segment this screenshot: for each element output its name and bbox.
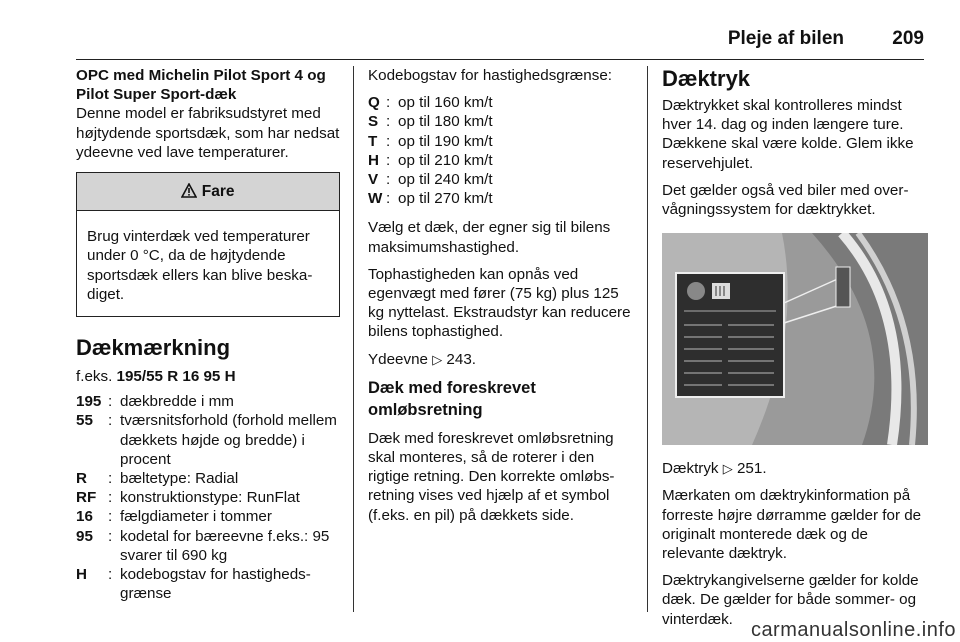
ref-tail: . (471, 350, 476, 368)
definition-colon: : (108, 470, 113, 488)
definition-value: dækbredde i mm (120, 393, 234, 411)
tire-pressure-label-illustration (662, 233, 928, 445)
definition-list (76, 392, 340, 603)
ref-page-link[interactable]: 243 (446, 350, 472, 368)
warning-box (76, 172, 340, 317)
definition-row (368, 132, 632, 151)
definition-colon: : (108, 566, 113, 584)
warning-header (77, 173, 339, 211)
paragraph: Dæktrykket skal kontrolleres mindst hver 14. dag og inden længere ture. Dækkene skal være kolde. Glem ikke reservehjulet. (662, 97, 914, 172)
paragraph: Dæktrykangivelserne gælder for kolde dæk. De gælder for både sommer- og vinterdæk. (662, 572, 919, 628)
definition-row (368, 93, 632, 112)
column-3 (662, 66, 928, 637)
definition-key: S (368, 113, 379, 131)
definition-row (76, 392, 340, 411)
section-heading: Dækmærkning (76, 335, 231, 361)
page-number: 209 (892, 28, 924, 49)
definition-colon: : (108, 508, 113, 526)
definition-row (368, 151, 632, 170)
definition-row (76, 527, 340, 565)
definition-key: R (76, 470, 87, 488)
definition-colon: : (386, 151, 391, 169)
paragraph: Mærkaten om dæktrykinformation på forreste højre dørramme gælder for de originalt monterede dæk og de relevante dæktryk. (662, 487, 922, 563)
definition-row (76, 565, 340, 603)
definition-colon: : (386, 190, 391, 208)
page-title: Pleje af bilen (727, 28, 844, 49)
definition-value: op til 210 km/t (398, 151, 493, 169)
intro-heading: OPC med Michelin Pilot Sport 4 og Pilot Super Sport-dæk (76, 67, 326, 104)
paragraph: Tophastigheden kan opnås ved egenvægt med fører (75 kg) plus 125 kg nyttelast. Ekstraudstyr kan reducere bilens tophastighed. (368, 265, 631, 341)
performance-ref (368, 350, 632, 369)
definition-row (76, 411, 340, 469)
definition-key: 16 (76, 508, 93, 526)
definition-value: bæltetype: Radial (120, 470, 239, 488)
definition-key: H (76, 566, 87, 584)
page-ref-icon: ▷ (722, 461, 733, 477)
page-header (76, 24, 924, 52)
speed-list (368, 93, 632, 208)
section-heading: Dæktryk (662, 66, 751, 91)
definition-value: tværsnitsforhold (forhold mellem dækkets højde og bredde) i procent (120, 412, 337, 468)
definition-row (368, 170, 632, 189)
definition-key: W (368, 190, 383, 208)
definition-key: 195 (76, 393, 102, 411)
definition-colon: : (386, 113, 391, 131)
definition-row (76, 488, 340, 507)
tire-pressure-ref (662, 459, 928, 478)
definition-colon: : (108, 527, 113, 545)
definition-colon: : (386, 171, 391, 189)
column-divider (353, 66, 354, 612)
definition-key: RF (76, 489, 97, 507)
definition-value: op til 160 km/t (398, 94, 493, 112)
ref-tail: . (762, 460, 767, 478)
speed-intro: Kodebogstav for hastighedsgrænse: (368, 67, 613, 84)
ref-page-link[interactable]: 251 (736, 460, 763, 478)
paragraph: Det gælder også ved biler med overvågningssystem for dæktrykket. (662, 181, 909, 219)
warning-triangle-icon (181, 183, 201, 200)
definition-key: 55 (76, 412, 93, 430)
definition-colon: : (386, 132, 391, 150)
definition-row (368, 112, 632, 131)
warning-text: Brug vinterdæk ved temperaturer under 0 °C, da de højtydende sportsdæk ellers kan blive beskadiget. (87, 228, 313, 303)
definition-row (76, 469, 340, 488)
definition-value: op til 190 km/t (398, 132, 493, 150)
example-line (76, 367, 340, 386)
column-divider (647, 66, 648, 612)
ref-text: Ydeevne (368, 350, 433, 368)
page-ref-icon: ▷ (432, 351, 443, 367)
definition-key: H (368, 151, 379, 169)
definition-value: kodebogstav for hastighedsgrænse (120, 566, 311, 603)
definition-value: kodetal for bæreevne f.eks.: 95 svarer til 690 kg (120, 527, 330, 564)
example-prefix: f.eks. (76, 368, 117, 386)
definition-colon: : (108, 412, 113, 430)
sub-heading: Dæk med foreskrevet omløbsretning (368, 378, 536, 419)
header-rule (76, 59, 924, 60)
example-code: 195/55 R 16 95 H (116, 368, 236, 386)
column-1 (76, 66, 340, 613)
definition-value: op til 240 km/t (398, 171, 493, 189)
definition-value: fælgdiameter i tommer (120, 508, 272, 526)
ref-text: Dæktryk (662, 460, 723, 478)
intro-text: Denne model er fabriksudstyret med højtydende sportsdæk, som har nedsat ydeevne ved lave temperaturer. (76, 105, 340, 161)
definition-colon: : (108, 489, 113, 507)
definition-row (76, 507, 340, 526)
definition-row (368, 189, 632, 208)
definition-key: 95 (76, 527, 93, 545)
definition-key: V (368, 171, 379, 189)
paragraph: Vælg et dæk, der egner sig til bilens maksimumshastighed. (368, 219, 611, 256)
definition-value: op til 180 km/t (398, 113, 493, 131)
definition-key: T (368, 132, 378, 150)
definition-key: Q (368, 94, 380, 112)
paragraph: Dæk med foreskrevet omløbsretning skal monteres, så de roterer i den rigtige retning. Den korrekte omløbsretning vises ved hjælp af et symbol (f.eks. en pil) på dækkets side. (368, 429, 615, 524)
warning-title: Fare (201, 183, 235, 201)
column-2 (368, 66, 632, 533)
definition-colon: : (108, 393, 113, 411)
watermark: carmanualsonline.info (750, 619, 956, 641)
definition-value: op til 270 km/t (398, 190, 493, 208)
definition-value: konstruktionstype: RunFlat (120, 489, 300, 507)
definition-colon: : (386, 94, 391, 112)
